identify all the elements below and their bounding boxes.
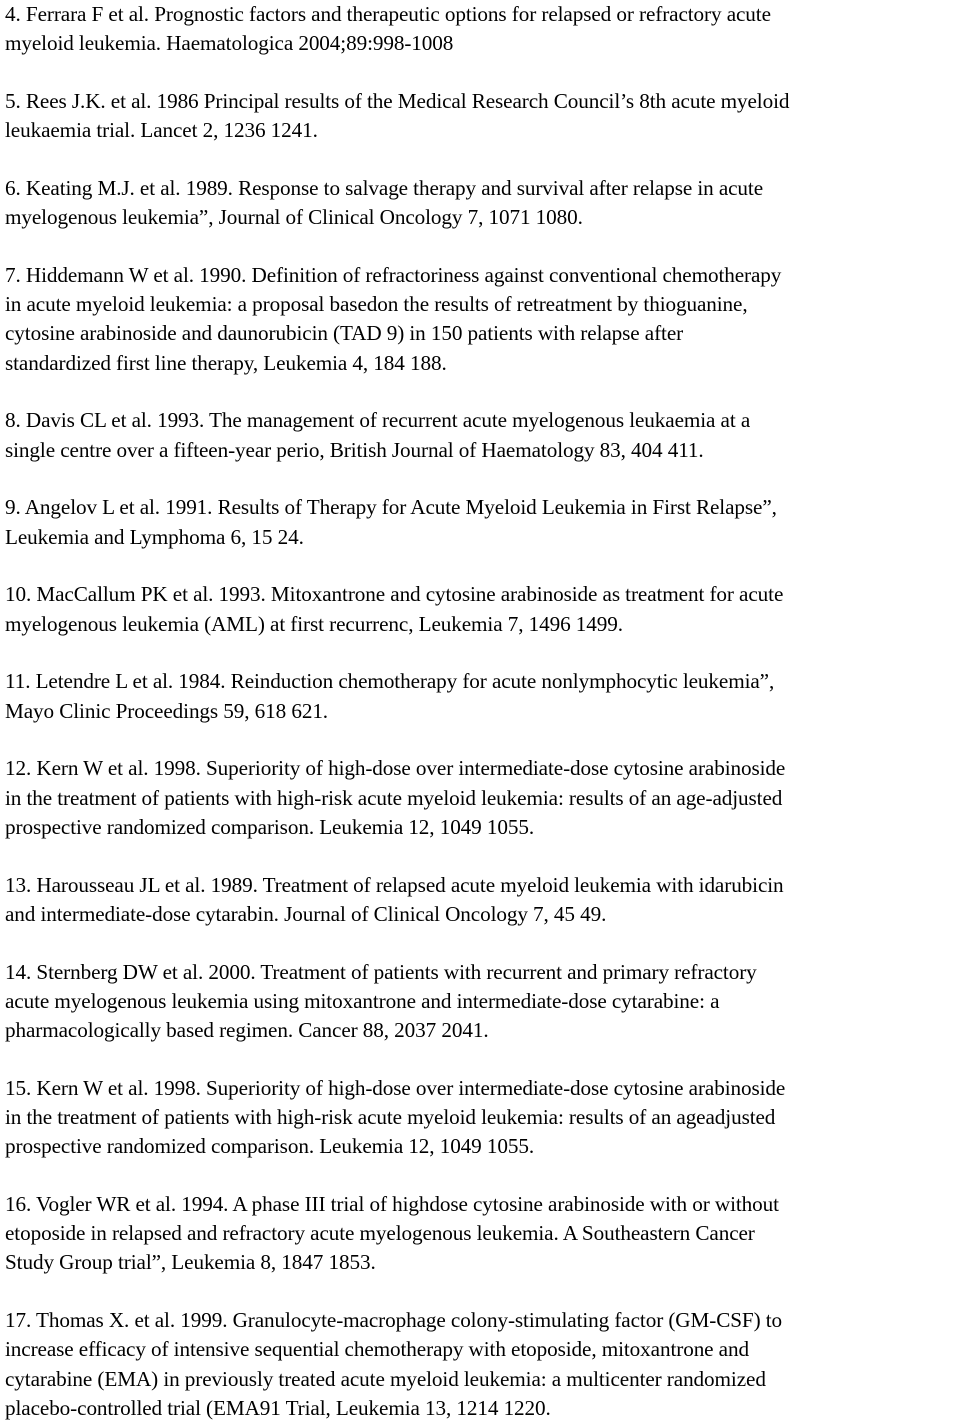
reference-item bbox=[5, 493, 955, 551]
reference-line: in the treatment of patients with high-risk acute myeloid leukemia: results of an age-adjusted bbox=[5, 785, 783, 810]
reference-line: 16. Vogler WR et al. 1994. A phase III trial of highdose cytosine arabinoside with or without bbox=[5, 1192, 779, 1217]
reference-line: 11. Letendre L et al. 1984. Reinduction chemotherapy for acute nonlymphocytic leukemia”, bbox=[5, 669, 775, 694]
reference-item bbox=[5, 580, 955, 638]
reference-item bbox=[5, 261, 955, 378]
reference-line: 10. MacCallum PK et al. 1993. Mitoxantrone and cytosine arabinoside as treatment for acute bbox=[5, 582, 784, 607]
reference-line: single centre over a fifteen-year perio, British Journal of Haematology 83, 404 411. bbox=[5, 437, 704, 462]
reference-line: 12. Kern W et al. 1998. Superiority of high-dose over intermediate-dose cytosine arabinoside bbox=[5, 756, 786, 781]
reference-line: Mayo Clinic Proceedings 59, 618 621. bbox=[5, 698, 329, 723]
reference-line: and intermediate-dose cytarabin. Journal of Clinical Oncology 7, 45 49. bbox=[5, 901, 607, 926]
reference-item bbox=[5, 667, 955, 725]
reference-item bbox=[5, 406, 955, 464]
reference-item bbox=[5, 1306, 955, 1423]
reference-line: increase efficacy of intensive sequential chemotherapy with etoposide, mitoxantrone and bbox=[5, 1337, 749, 1362]
reference-line: cytosine arabinoside and daunorubicin (TAD 9) in 150 patients with relapse after bbox=[5, 321, 684, 346]
reference-line: placebo-controlled trial (EMA91 Trial, Leukemia 13, 1214 1220. bbox=[5, 1395, 551, 1420]
reference-item bbox=[5, 1190, 955, 1278]
reference-line: 13. Harousseau JL et al. 1989. Treatment of relapsed acute myeloid leukemia with idarubicin bbox=[5, 872, 784, 897]
reference-line: in the treatment of patients with high-risk acute myeloid leukemia: results of an ageadjusted bbox=[5, 1105, 776, 1130]
reference-line: etoposide in relapsed and refractory acute myelogenous leukemia. A Southeastern Cancer bbox=[5, 1221, 755, 1246]
reference-item bbox=[5, 871, 955, 929]
reference-line: acute myelogenous leukemia using mitoxantrone and intermediate-dose cytarabine: a bbox=[5, 988, 720, 1013]
reference-item bbox=[5, 87, 955, 145]
reference-line: 14. Sternberg DW et al. 2000. Treatment of patients with recurrent and primary refractory bbox=[5, 959, 757, 984]
reference-line: myelogenous leukemia (AML) at first recurrenc, Leukemia 7, 1496 1499. bbox=[5, 611, 623, 636]
reference-line: 6. Keating M.J. et al. 1989. Response to salvage therapy and survival after relapse in acute bbox=[5, 176, 764, 200]
reference-line: 8. Davis CL et al. 1993. The management of recurrent acute myelogenous leukaemia at a bbox=[5, 408, 751, 433]
reference-list bbox=[5, 0, 955, 1423]
reference-item bbox=[5, 1074, 955, 1162]
reference-line: 9. Angelov L et al. 1991. Results of Therapy for Acute Myeloid Leukemia in First Relapse”, bbox=[5, 495, 777, 520]
reference-line: Study Group trial”, Leukemia 8, 1847 1853. bbox=[5, 1250, 376, 1275]
reference-item bbox=[5, 0, 955, 58]
reference-line: prospective randomized comparison. Leukemia 12, 1049 1055. bbox=[5, 1134, 535, 1159]
reference-line: leukaemia trial. Lancet 2, 1236 1241. bbox=[5, 118, 318, 143]
reference-item bbox=[5, 754, 955, 842]
reference-line: Leukemia and Lymphoma 6, 15 24. bbox=[5, 524, 304, 549]
reference-line: myelogenous leukemia”, Journal of Clinical Oncology 7, 1071 1080. bbox=[5, 205, 583, 230]
reference-line: 5. Rees J.K. et al. 1986 Principal results of the Medical Research Council’s 8th acute myeloid bbox=[5, 89, 790, 113]
reference-line: in acute myeloid leukemia: a proposal basedon the results of retreatment by thioguanine, bbox=[5, 292, 748, 317]
reference-line: prospective randomized comparison. Leukemia 12, 1049 1055. bbox=[5, 814, 535, 839]
reference-line: myeloid leukemia. Haematologica 2004;89:998-1008 bbox=[5, 31, 454, 56]
reference-line: pharmacologically based regimen. Cancer 88, 2037 2041. bbox=[5, 1018, 489, 1043]
reference-item bbox=[5, 958, 955, 1046]
reference-line: standardized first line therapy, Leukemia 4, 184 188. bbox=[5, 350, 447, 375]
reference-line: 7. Hiddemann W et al. 1990. Definition of refractoriness against conventional chemotherapy bbox=[5, 263, 782, 287]
reference-item bbox=[5, 174, 955, 232]
reference-line: cytarabine (EMA) in previously treated acute myeloid leukemia: a multicenter randomized bbox=[5, 1366, 766, 1391]
reference-line: 15. Kern W et al. 1998. Superiority of high-dose over intermediate-dose cytosine arabinoside bbox=[5, 1075, 786, 1100]
reference-line: 17. Thomas X. et al. 1999. Granulocyte-macrophage colony-stimulating factor (GM-CSF) to bbox=[5, 1308, 783, 1333]
reference-line: 4. Ferrara F et al. Prognostic factors and therapeutic options for relapsed or refractory acute bbox=[5, 2, 771, 26]
